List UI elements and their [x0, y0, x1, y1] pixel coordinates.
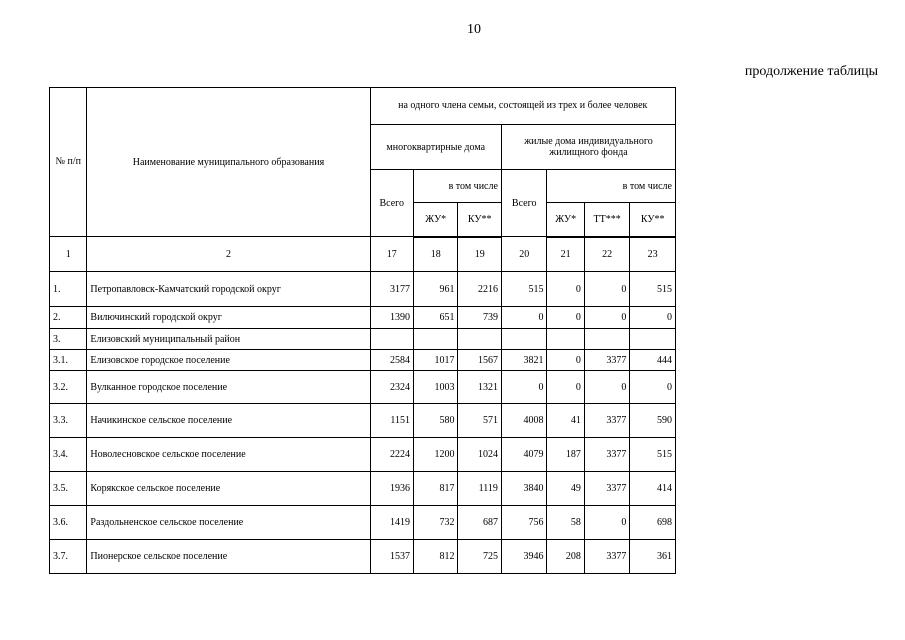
- row-value: 0: [547, 307, 584, 329]
- table-row: [50, 272, 676, 307]
- row-value: 580: [413, 404, 457, 438]
- row-value: 3946: [501, 540, 547, 574]
- row-value: 3377: [584, 438, 630, 472]
- row-value: 1003: [413, 371, 457, 404]
- row-name: Начикинское сельское поселение: [87, 404, 370, 438]
- row-value: 0: [547, 272, 584, 307]
- table-row: [50, 350, 676, 371]
- row-value: [370, 329, 413, 350]
- row-name: Петропавловск-Камчатский городской округ: [87, 272, 370, 307]
- row-value: 590: [630, 404, 676, 438]
- row-name: Корякское сельское поселение: [87, 472, 370, 506]
- table-row: [50, 506, 676, 540]
- row-value: 1119: [458, 472, 501, 506]
- row-value: 4079: [501, 438, 547, 472]
- row-value: 1537: [370, 540, 413, 574]
- row-value: 515: [630, 438, 676, 472]
- data-rows: [50, 272, 676, 574]
- row-value: 3821: [501, 350, 547, 371]
- row-value: 812: [413, 540, 457, 574]
- row-value: 0: [547, 350, 584, 371]
- row-number: 3.6.: [50, 506, 87, 540]
- row-value: 1321: [458, 371, 501, 404]
- row-value: 1200: [413, 438, 457, 472]
- row-value: 0: [584, 307, 630, 329]
- row-value: 3377: [584, 472, 630, 506]
- row-value: [547, 329, 584, 350]
- row-number: 3.2.: [50, 371, 87, 404]
- row-value: 725: [458, 540, 501, 574]
- row-value: 0: [630, 371, 676, 404]
- header-apartments: многоквартирные дома: [370, 125, 501, 170]
- col-number-19: 19: [458, 237, 501, 272]
- header-individual: жилые дома индивидуального жилищного фонда: [501, 125, 675, 170]
- row-value: 0: [501, 307, 547, 329]
- row-value: 651: [413, 307, 457, 329]
- row-value: 732: [413, 506, 457, 540]
- table-row: [50, 404, 676, 438]
- row-number: 3.1.: [50, 350, 87, 371]
- header-apartments-including: в том числе: [413, 170, 501, 203]
- row-value: 756: [501, 506, 547, 540]
- row-value: [630, 329, 676, 350]
- row-value: [413, 329, 457, 350]
- row-value: 4008: [501, 404, 547, 438]
- row-name: Елизовский муниципальный район: [87, 329, 370, 350]
- data-table: [49, 87, 676, 574]
- row-value: 3377: [584, 404, 630, 438]
- row-value: [584, 329, 630, 350]
- row-value: 361: [630, 540, 676, 574]
- table-row: [50, 438, 676, 472]
- row-value: 0: [584, 272, 630, 307]
- row-value: [501, 329, 547, 350]
- header-ku-apartments: КУ**: [458, 203, 501, 237]
- row-value: 1017: [413, 350, 457, 371]
- table-row: [50, 307, 676, 329]
- col-number-18: 18: [413, 237, 457, 272]
- row-value: 3840: [501, 472, 547, 506]
- row-value: 0: [584, 371, 630, 404]
- col-number-2: 2: [87, 237, 370, 272]
- row-value: 0: [630, 307, 676, 329]
- row-value: 571: [458, 404, 501, 438]
- row-value: 739: [458, 307, 501, 329]
- row-value: 698: [630, 506, 676, 540]
- row-value: 414: [630, 472, 676, 506]
- header-ku-individual: КУ**: [630, 203, 676, 237]
- row-name: Новолесновское сельское поселение: [87, 438, 370, 472]
- col-number-20: 20: [501, 237, 547, 272]
- table-row: [50, 329, 676, 350]
- row-value: 1936: [370, 472, 413, 506]
- header-name: Наименование муниципального образования: [87, 88, 370, 237]
- row-number: 1.: [50, 272, 87, 307]
- row-value: 3177: [370, 272, 413, 307]
- row-value: 2216: [458, 272, 501, 307]
- row-name: Вилючинский городской округ: [87, 307, 370, 329]
- header-tt-individual: ТТ***: [584, 203, 630, 237]
- row-value: 1151: [370, 404, 413, 438]
- row-value: 1567: [458, 350, 501, 371]
- row-number: 3.5.: [50, 472, 87, 506]
- row-name: Пионерское сельское поселение: [87, 540, 370, 574]
- row-value: 3377: [584, 350, 630, 371]
- row-value: 3377: [584, 540, 630, 574]
- row-value: 2584: [370, 350, 413, 371]
- row-value: 817: [413, 472, 457, 506]
- row-value: [458, 329, 501, 350]
- row-value: 0: [584, 506, 630, 540]
- row-value: 41: [547, 404, 584, 438]
- header-group: на одного члена семьи, состоящей из трех и более человек: [370, 88, 675, 125]
- row-number: 3.: [50, 329, 87, 350]
- row-value: 515: [501, 272, 547, 307]
- row-value: 1419: [370, 506, 413, 540]
- header-apartments-total: Всего: [370, 170, 413, 237]
- table-row: [50, 371, 676, 404]
- col-number-21: 21: [547, 237, 584, 272]
- row-value: 58: [547, 506, 584, 540]
- row-number: 2.: [50, 307, 87, 329]
- row-value: 444: [630, 350, 676, 371]
- row-number: 3.4.: [50, 438, 87, 472]
- row-number: 3.7.: [50, 540, 87, 574]
- col-number-1: 1: [50, 237, 87, 272]
- continuation-label: продолжение таблицы: [744, 64, 878, 79]
- row-value: 208: [547, 540, 584, 574]
- row-value: 49: [547, 472, 584, 506]
- col-number-23: 23: [630, 237, 676, 272]
- row-value: 0: [547, 371, 584, 404]
- column-number-row: [50, 237, 676, 272]
- page-number: 10: [467, 22, 481, 37]
- row-name: Раздольненское сельское поселение: [87, 506, 370, 540]
- row-value: 515: [630, 272, 676, 307]
- table-row: [50, 472, 676, 506]
- row-value: 1024: [458, 438, 501, 472]
- row-name: Вулканное городское поселение: [87, 371, 370, 404]
- row-value: 0: [501, 371, 547, 404]
- header-number: № п/п: [50, 88, 87, 237]
- col-number-22: 22: [584, 237, 630, 272]
- row-number: 3.3.: [50, 404, 87, 438]
- row-value: 687: [458, 506, 501, 540]
- row-value: 2224: [370, 438, 413, 472]
- row-value: 187: [547, 438, 584, 472]
- header-individual-total: Всего: [501, 170, 547, 237]
- row-name: Елизовское городское поселение: [87, 350, 370, 371]
- header-zhu-apartments: ЖУ*: [413, 203, 457, 237]
- row-value: 961: [413, 272, 457, 307]
- col-number-17: 17: [370, 237, 413, 272]
- header-zhu-individual: ЖУ*: [547, 203, 584, 237]
- table-row: [50, 540, 676, 574]
- row-value: 1390: [370, 307, 413, 329]
- row-value: 2324: [370, 371, 413, 404]
- header-individual-including: в том числе: [547, 170, 676, 203]
